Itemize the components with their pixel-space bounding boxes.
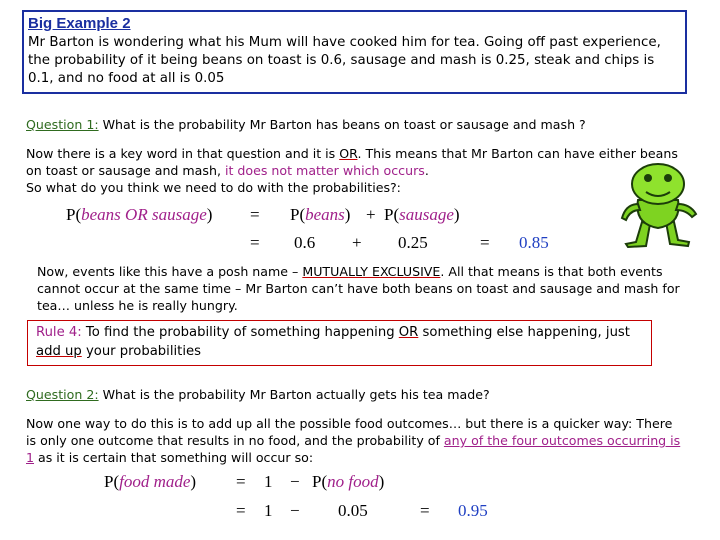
- eq1-rhs-beans-word: beans: [305, 205, 345, 224]
- eq1-result: 0.85: [519, 233, 549, 252]
- eq1-value-beans: 0.6: [294, 233, 316, 252]
- eq2-one-2: 1: [264, 501, 273, 520]
- eq1-p-close: ): [206, 205, 213, 224]
- question-1: [26, 116, 706, 133]
- eq1-equals: =: [250, 205, 260, 224]
- eq1-rhs-beans: [290, 205, 350, 225]
- keyword-or: OR: [339, 146, 358, 161]
- explanation-1: [26, 145, 691, 196]
- eq2-value: 0.05: [338, 501, 368, 520]
- rule-label: Rule 4:: [36, 325, 82, 340]
- rule-text-b: something else happening, just: [418, 325, 630, 340]
- rule-text-c: your probabilities: [81, 344, 201, 359]
- intro-box: [22, 10, 687, 94]
- eq1-rhs-sausage: [384, 205, 460, 225]
- eq1-p-open: P(: [66, 205, 82, 224]
- eq1-sausage: sausage: [151, 205, 207, 224]
- explanation-1-text-b: . This means that Mr Barton can have either beans on toast or sausage and mash,: [26, 146, 678, 178]
- page-title: Big Example 2: [28, 15, 131, 32]
- eq1-beans: beans: [81, 205, 121, 224]
- rule-text-a: To find the probability of something happening: [81, 325, 399, 340]
- eq2-equals-3: =: [420, 501, 430, 520]
- rule-or: OR: [398, 325, 419, 340]
- eq2-rhs: [312, 472, 384, 492]
- eq1-equals-2: =: [250, 233, 260, 252]
- term-mutually-exclusive: MUTUALLY EXCLUSIVE: [302, 264, 441, 279]
- eq1-rhs-p-open: P(: [290, 205, 306, 224]
- eq1-plus-2: +: [352, 233, 362, 252]
- eq1-rhs2-p-close: ): [453, 205, 460, 224]
- question-2-text: What is the probability Mr Barton actually gets his tea made?: [98, 387, 490, 402]
- explanation-1-highlight: it does not matter which occurs: [224, 163, 425, 178]
- explanation-3-text-b: as it is certain that something will occur so:: [34, 450, 314, 465]
- eq2-food-made: food made: [119, 472, 191, 491]
- eq1-rhs-p-close: ): [344, 205, 351, 224]
- explanation-2-text-b: . All that means is that both events cannot occur at the same time – Mr Barton can’t have both beans on toast and sausage and mash for tea… unless he is really hungry.: [37, 264, 680, 313]
- eq2-p-close: ): [190, 472, 197, 491]
- explanation-1-text-c: .: [424, 163, 429, 178]
- eq2-result: 0.95: [458, 501, 488, 520]
- rule-add-up: add up: [36, 344, 82, 359]
- eq1-or: OR: [125, 205, 148, 224]
- eq2-rhs-p-close: ): [378, 472, 385, 491]
- explanation-1-question: So what do you think we need to do with the probabilities?:: [26, 180, 401, 195]
- explanation-2: [37, 263, 682, 314]
- eq1-equals-3: =: [480, 233, 490, 252]
- equation-2-lhs: [104, 472, 196, 492]
- green-alien-icon: [612, 160, 704, 248]
- eq1-plus: +: [366, 205, 376, 224]
- eq1-rhs-sausage-word: sausage: [399, 205, 454, 224]
- eq2-equals: =: [236, 472, 246, 491]
- explanation-1-text-a: Now there is a key word in that question and it is: [26, 146, 340, 161]
- eq2-minus: −: [290, 472, 300, 491]
- eq2-minus-2: −: [290, 501, 300, 520]
- question-1-label: Question 1:: [26, 117, 99, 132]
- eq2-no-food: no food: [327, 472, 379, 491]
- explanation-2-text-a: Now, events like this have a posh name –: [37, 264, 303, 279]
- explanation-3-highlight: any of the four outcomes occurring is 1: [26, 433, 681, 465]
- eq1-rhs2-p-open: P(: [384, 205, 400, 224]
- eq2-one: 1: [264, 472, 273, 491]
- intro-text: Mr Barton is wondering what his Mum will have cooked him for tea. Going off past experience, the probability of it being beans on toast is 0.6, sausage and mash is 0.25, steak and chips is 0.1, and no food at all is 0.05: [28, 35, 661, 86]
- question-2-label: Question 2:: [26, 387, 99, 402]
- eq2-rhs-p-open: P(: [312, 472, 328, 491]
- explanation-3-text-a: Now one way to do this is to add up all the possible food outcomes… but there is a quicker way: There is only one outcome that results in no food, and the probability of: [26, 416, 673, 448]
- explanation-3: [26, 415, 686, 466]
- eq2-p-open: P(: [104, 472, 120, 491]
- eq1-value-sausage: 0.25: [398, 233, 428, 252]
- equation-1-lhs: [66, 205, 212, 225]
- question-1-text: What is the probability Mr Barton has beans on toast or sausage and mash ?: [98, 117, 586, 132]
- question-2: [26, 386, 706, 403]
- eq2-equals-2: =: [236, 501, 246, 520]
- rule-box: [27, 320, 652, 366]
